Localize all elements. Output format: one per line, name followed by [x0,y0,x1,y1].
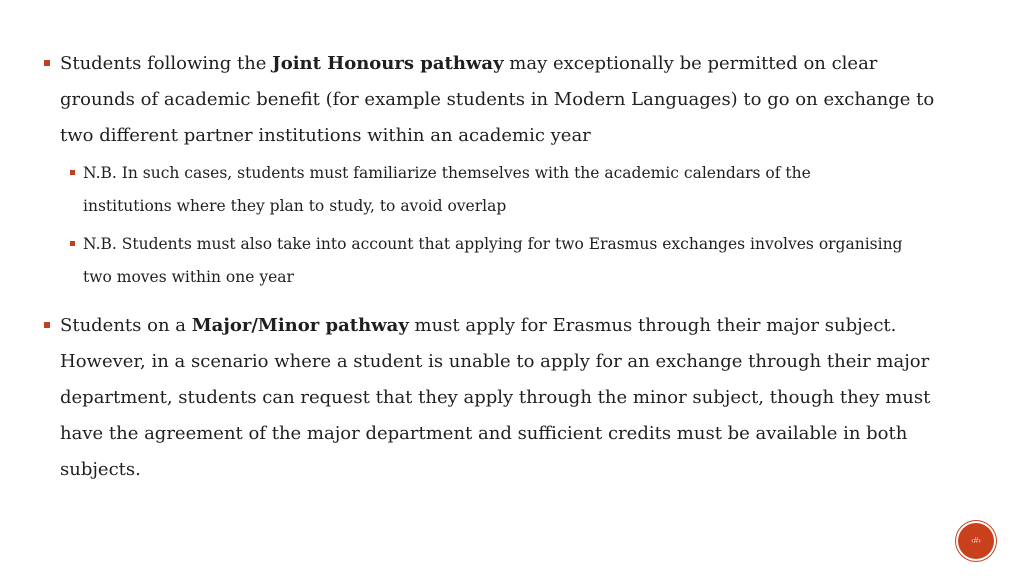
sub-bullet-two-moves [83,228,903,294]
bullet-joint-honours [60,46,940,154]
bullet-marker-icon [44,60,50,66]
slide-number-badge [958,523,994,559]
bullet-text-pre: Students following the [60,53,273,74]
bullet-text-bold: Major/Minor pathway [191,315,409,336]
sub-bullet-calendars [83,157,903,223]
sub-bullet-marker-icon [70,170,75,175]
bullet-major-minor [60,308,940,488]
sub-bullet-text: N.B. Students must also take into account that applying for two Erasmus exchanges involves organising two moves within one year [83,235,903,286]
bullet-text-post: may exceptionally be permitted on clear grounds of academic benefit (for example students in Modern Languages) to go on exchange to two different partner institutions within an academic year [60,53,935,146]
bullet-marker-icon [44,322,50,328]
slide-number-placeholder-icon: ‹#› [971,536,981,545]
sub-bullet-marker-icon [70,241,75,246]
bullet-text-post: must apply for Erasmus through their major subject. However, in a scenario where a student is unable to apply for an exchange through their major department, students can request that they apply through the minor subject, though they must have the agreement of the major department and sufficient credits must be available in both subjects. [60,315,931,480]
bullet-text-bold: Joint Honours pathway [272,53,504,74]
sub-bullet-text: N.B. In such cases, students must familiarize themselves with the academic calendars of the institutions where they plan to study, to avoid overlap [83,164,811,215]
bullet-text-pre: Students on a [60,315,192,336]
